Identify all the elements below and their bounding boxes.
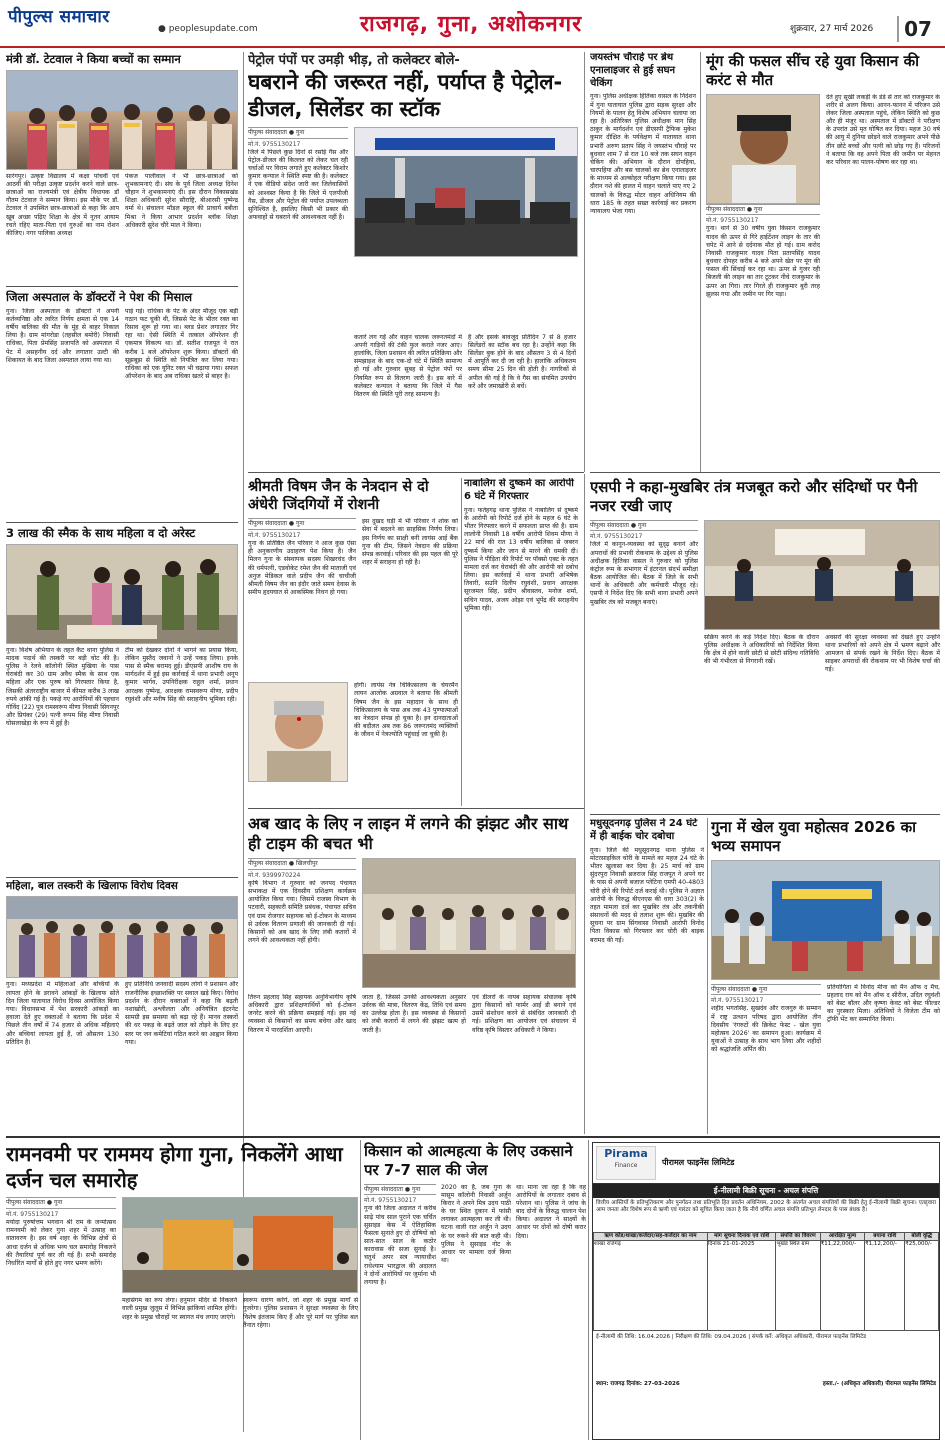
column-divider — [707, 818, 708, 1134]
article-divider — [6, 877, 238, 878]
article-divider — [248, 808, 584, 809]
article-breath-analyser — [590, 52, 696, 472]
column-divider — [588, 1140, 589, 1440]
headline: अब खाद के लिए न लाइन में लगने की झंझट और साथ ही टाइम की बचत भी — [248, 814, 569, 853]
auction-table — [593, 1232, 939, 1331]
pirama-auction-notice — [592, 1142, 940, 1440]
article-body: जाता है, जिससे उनकी आवश्यकता अनुसार उर्वरक की मात्रा, वितरण केंद्र, तिथि एवं समय का उल्लेख होता है। इस व्यवस्था से किसानों को लंबी कतारों में लगने की झंझट खत्म हो जाती है। — [362, 993, 466, 1034]
article-youth-festival — [711, 818, 940, 1134]
table-cell: ₹1,12,200/- — [865, 1241, 905, 1331]
table-header: ऋण कोड/शाखा/कर्जदार/सह-कर्जदार का नाम — [594, 1232, 708, 1240]
article-body: स्वरूप धारण करेंगे, जो शहर के प्रमुख मार्गों से गुजरेगा। पुलिस प्रशासन ने सुरक्षा व्यवस्था के लिए विशेष इंतजाम किए हैं और पूरे मार्ग पर पुलिस बल तैनात रहेगा। — [243, 1297, 358, 1329]
phone-number: मो.नं. 9755130217 — [364, 1197, 417, 1205]
article-body: गुना। जिले की मधुसूदनगढ़ थाना पुलिस ने मोटरसाइकिल चोरी के मामले का महज 24 घंटे के भीतर खुलासा कर दिया है। 25 मार्च को ग्राम सुंदरपुरा निवासी ब्रजराज सिंह राजपूत ने अपने घर के पास से अपनी बजाज प्लेटिना एमपी 40-4803 चोरी होने की रिपोर्ट दर्ज कराई थी। पुलिस ने अज्ञात आरोपी के विरुद्ध बीएनएस की धारा 303(2) के तहत मामला दर्ज कर मुखबिर तंत्र और तकनीकी संसाधनों की मदद से तलाश शुरू की। मुखबिर की सूचना पर ग्राम सिंगवासा निवासी आरोपी विनोद पिता विकास को गिरफ्तार कर चोरी की बाइक बरामद की गई। — [590, 846, 704, 944]
article-body: प्रतियोगिता में विनोद मीना को मैन ऑफ द मैच, प्रहलाद राय को मैन ऑफ द सीरीज, उदित रघुवंशी को बेस्ट बॉलर और कृष्णा केवट को बेस्ट फील्डर का पुरस्कार मिला। अतिथियों ने विजेता टीम को ट्रॉफी भेंट कर सम्मानित किया। — [827, 983, 940, 1024]
pirama-logo — [596, 1146, 656, 1180]
petrol-pump-illustration — [355, 128, 578, 257]
headline: मधुसूदनगढ़ पुलिस ने 24 घंटे में ही बाईक चोर दबोचा — [590, 818, 698, 842]
phone-number: मो.नं. 9755130217 — [6, 1211, 59, 1219]
kicker: पेट्रोल पंपों पर उमड़ी भीड़, तो कलेक्टर बोले- — [248, 53, 460, 68]
notice-place-date: स्थान: राजगढ़ दिनांक: 27-03-2026 — [596, 1381, 680, 1388]
sp-meeting-photo — [704, 520, 940, 630]
sports-festival-photo — [711, 860, 940, 980]
sp-meeting-illustration — [705, 521, 940, 630]
article-hospital-doctors — [6, 290, 238, 518]
page-number: 07 — [897, 16, 937, 42]
column-divider — [700, 52, 701, 472]
table-cell: भूखंड स्थित ग्राम — [776, 1241, 820, 1331]
headline: श्रीमती विषम जैन के नेत्रदान से दो अंधेरी जिंदगियों में रोशनी — [248, 479, 429, 514]
article-body: गुना। थाने से 30 वर्षीय युवा किसान राजकुमार यादव की ऊपर से गिरे हाईटेंशन लाइन के तार की चपेट में आने से दर्दनाक मौत हो गई। ग्राम करोद निवासी राजकुमार यादव पिता प्रतापसिंह यादव बुधवार दोपहर करीब 4 बजे अपने खेत पर मूंग की फसल की सिंचाई कर रहा था। ऊपर से गुजर रही बिजली की लाइन का तार टूटकर नीचे राजकुमार के ऊपर आ गिरा। तार गिरते ही राजकुमार बुरी तरह झुलस गया और जमीन पर गिर पड़ा। — [706, 225, 820, 298]
headline: 3 लाख की स्मैक के साथ महिला व दो अरेस्ट — [6, 526, 196, 540]
students-photo-illustration — [7, 71, 238, 170]
article-body: गुना के प्रतिष्ठित जैन परिवार ने आज कुछ ऐसा ही अनुकरणीय उदाहरण पेश किया है। जैन मिलन गुना के संस्थापक सदस्य शिखरचंद जैन की धर्मपत्नी, एडवोकेट रमेश जैन की माताजी एवं अनुज मेडिकल वाले प्रदीप जैन की चाचीजी श्रीमती विषम जैन का इंदौर जाते समय देवास के समीप हृदयघात से आकस्मिक निधन हो गया। — [248, 540, 356, 597]
article-smack-arrest — [6, 526, 238, 874]
woman-photo-illustration — [249, 683, 348, 782]
article-divider — [248, 472, 584, 473]
article-body: था। माना जा रहा है कि वह आरोपियों के लगातार दबाव से परेशान था। पुलिस ने जांच के बाद दोनों के विरुद्ध चालान पेश किया। अदालत ने साक्ष्यों के आधार पर दोनों को दोषी करार दिया। — [516, 1183, 586, 1240]
article-suicide-abetment-verdict — [364, 1142, 586, 1438]
notice-body: वित्तीय आस्तियों के प्रतिभूतिकरण और पुनर्गठन तथा प्रतिभूति हित प्रवर्तन अधिनियम, 2002 के अंतर्गत अचल संपत्तियों की बिक्री हेतु ई-नीलामी बिक्री सूचना। एतद्द्वारा आम जनता और विशेष रूप से ऋणी एवं गारंटर को सूचित किया जाता है कि नीचे वर्णित अचल संपत्ति प्रतिभूत लेनदार के पास बंधक है। — [596, 1199, 936, 1214]
farmer-portrait-photo — [706, 94, 820, 204]
section-divider — [6, 1136, 940, 1138]
petrol-pump-crowd-photo — [354, 127, 578, 257]
headline: एसपी ने कहा-मुखबिर तंत्र मजबूत करो और संदिग्धों पर पैनी नजर रखी जाए — [590, 478, 918, 515]
article-body: तिरुन प्रहलाद सिंह सहायक अनुविभागीय कृषि अधिकारी द्वारा प्रशिक्षणार्थियों को ई-टोकन जनरेट करने की प्रक्रिया समझाई गई। इस नई व्यवस्था से किसानों का समय बचेगा और खाद वितरण में पारदर्शिता आएगी। — [248, 993, 356, 1034]
table-header: बोली वृद्धि — [905, 1232, 939, 1240]
headline: जिला अस्पताल के डॉक्टरों ने पेश की मिसाल — [6, 290, 193, 304]
website-url: ● peoplesupdate.com — [158, 24, 258, 34]
phone-number: मो.नं. 9755130217 — [248, 140, 301, 148]
column-divider — [360, 1140, 361, 1440]
article-petrol-stock — [248, 52, 578, 472]
article-body: गुना। जिला अस्पताल के डॉक्टरों ने अपनी कर्तव्यनिष्ठा और त्वरित निर्णय क्षमता से एक 14 वर्षीय बालिका की मौत के मुंह से बाहर निकाल लिया है। ग्राम मांगरोडा (तहसील बमोरी) निवासी राधिका, पिता प्रेमसिंह प्रजापति को अस्पताल में पेट में असहनीय दर्द और लगातार उल्टी की शिकायत के बाद जिला अस्पताल लाया गया था। — [6, 307, 119, 364]
phone-number: मो.नं. 9755130217 — [711, 997, 764, 1005]
column-divider — [461, 478, 462, 806]
article-body: सारंगपुर। उत्कृष्ट विद्यालय में कक्षा पांचवीं एवं आठवीं की परीक्षा उत्कृष्ट प्रदर्शन करने वाले छात्र-छात्राओं का राज्यमंत्री एवं क्षेत्रीय विधायक डॉ गौतम टेटवाल ने सम्मान किया। इस मौके पर डॉ. टेटवाल ने उपस्थित छात्र-छात्राओं से कहा कि आप खूब अच्छा पढ़िए शिक्षा के क्षेत्र में नूतन आयाम रचते रहिए माता-पिता एवं गुरुओं का नाम रोशन कीजिए। नगर पालिका अध्यक्ष — [6, 172, 119, 238]
police-arrest-photo — [6, 544, 238, 644]
masthead — [0, 0, 945, 48]
byline: पीपुल्स संवाददाता ● गुना — [364, 1184, 436, 1196]
headline: जयस्तंभ चौराहे पर ब्रेथ एनालाइजर से हुई सघन चेकिंग — [590, 52, 676, 89]
article-body: पंकज पालीवाल ने भी छात्र-छात्राओं को शुभकामनाएं दी। संघ के पूर्व जिला अध्यक्ष दिनेश चौहान ने शुभकामनाएं दी। इस दौरान विकासखंड शिक्षा अधिकारी सुरेश सौराष्ट्रि, बीआरसी पुष्पेन्द्र वर्मा थे। संचालन मॉडल स्कूल की प्राचार्य बबीता मिश्रा ने किया आभार प्रदर्शन ब्लॉक शिक्षा अधिकारी सुरेश चौरे माल ने किया। — [125, 172, 238, 229]
table-cell: शाखा राजगढ़ — [594, 1241, 708, 1331]
article-minor-assault-arrest — [464, 478, 578, 806]
byline: पीपुल्स संवाददाता ● गुना — [706, 204, 820, 216]
table-header: मांग सूचना दिनांक एवं राशि — [707, 1232, 776, 1240]
article-body: अवसरों की सुरक्षा व्यवस्था को देखते हुए उन्होंने थाना प्रभारियों को अपने क्षेत्र में भ्रमण बढ़ाने और आमजन से संपर्क रखने के निर्देश दिए। बैठक में साइबर अपराधों की रोकथाम पर भी विशेष चर्चा की गई। — [825, 633, 940, 674]
article-body: देते हुए सूखी लकड़ी के डंडे से तार को राजकुमार के शरीर से अलग किया। आनन-फानन में परिजन उसे लेकर जिला अस्पताल पहुंचे, लेकिन स्थिति को कुछ और ही मंजूर था। अस्पताल में डॉक्टरों ने परीक्षण के उपरांत उसे मृत घोषित कर दिया। महज 30 वर्ष की आयु में दुनिया छोड़ने वाले राजकुमार अपने पीछे तीन छोटे बच्चों और पत्नी को छोड़ गए हैं। परिजनों ने बताया कि वह अपने पिता की जमीन पर मेहनत कर परिवार का पालन-पोषण कर रहा था। — [826, 93, 940, 166]
article-trafficking-protest — [6, 880, 238, 1136]
byline: पीपुल्स संवाददाता ● गुना — [711, 984, 821, 996]
woman-portrait-photo — [248, 682, 348, 782]
article-body: महासंगम का रूप लेगा। हनुमान मंदिर से निकलने वाली प्रमुख जुलूस में विभिन्न झांकियां शामिल होंगी। शहर के प्रमुख चौराहों पर स्वागत मंच लगाए जाएंगे। — [122, 1297, 237, 1321]
headline: किसान को आत्महत्या के लिए उकसाने पर 7-7 साल की जेल — [364, 1142, 573, 1179]
table-row — [594, 1241, 939, 1331]
farmer-photo-illustration — [707, 95, 820, 204]
headline: घबराने की जरूरत नहीं, पर्याप्त है पेट्रोल-डीजल, सिलेंडर का स्टॉक — [248, 70, 563, 122]
notice-title: ई-नीलामी बिक्री सूचना - अचल संपत्ति — [593, 1184, 939, 1198]
ramnavami-procession-photo — [122, 1197, 358, 1293]
article-body: टीम को देखकर दोनों ने भागने का प्रयास किया, लेकिन मुस्तैद जवानों ने उन्हें पकड़ लिया। इनके पास से स्मैक बरामद हुई। डीएसपी आशीष राय के मार्गदर्शन में हुई इस कार्रवाई में थाना प्रभारी अनूप कुमार भार्गव, उपनिरीक्षक राहुल शर्मा, प्रधान आरक्षक पुष्पेन्द्र, आरक्षक रामस्वरूप मीणा, प्रदीप रघुवंशी और मनीष सिंह की सराहनीय भूमिका रही। — [125, 646, 238, 703]
article-body: है और इसके बावजूद प्रतिदिन 7 से 8 हजार सिलेंडरों का स्टॉक बच रहा है। उन्होंने कहा कि सिलेंडर बुक होने के बाद औसतन 3 से 4 दिनों में आपूर्ति कर दी जा रही है। हालांकि अधिकतम समय सीमा 25 दिन की होती है। नागरिकों से अपील की गई है कि वे गैस का संयमित उपयोग करें और जमाखोरी से बचें। — [468, 333, 576, 390]
article-body: कतारें लग गईं और वाहन चालक जरूरतमंदों में अपनी गाड़ियों की टंकी फुल कराते नजर आए। हालांकि, जिला प्रशासन की त्वरित प्रतिक्रिया और समझाइश के बाद एक-दो घंटे में स्थिति सामान्य हो गई और गुरुवार सुबह से पेट्रोल पंपों पर नियमित रूप से वितरण जारी है। इस बारे में कलेक्टर कन्याल ने बताया कि जिले में गैस वितरण की स्थिति पूरी तरह सामान्य है। — [354, 333, 462, 399]
article-bike-thief — [590, 818, 704, 1134]
column-divider — [584, 52, 585, 472]
training-hall-illustration — [363, 859, 576, 988]
article-sp-informer-network — [590, 478, 940, 812]
article-body: मर्यादा पुरुषोत्तम भगवान श्री राम के जन्मोत्सव रामनवमी को लेकर गुना शहर में उत्साह का वातावरण है। इस वर्ष शहर के विभिन्न क्षेत्रों से आधा दर्जन से अधिक भव्य चल समारोह निकलने की तैयारियां पूर्ण कर ली गई हैं। सभी समारोह निर्धारित मार्गों से होते हुए नगर भ्रमण करेंगे। — [6, 1219, 116, 1267]
article-farmer-electrocution — [706, 52, 940, 472]
table-header-row — [594, 1232, 939, 1240]
article-body: गुना। पुलिस अधीक्षक हितिका वासल के निर्देशन में गुना यातायात पुलिस द्वारा सड़क सुरक्षा और नियमों के पालन हेतु विशेष अभियान चलाया जा रहा है। अतिरिक्त पुलिस अधीक्षक मान सिंह ठाकुर के मार्गदर्शन एवं डीएसपी ट्रैफिक मुकेश कुमार दीक्षित के पर्यवेक्षण में यातायात थाना प्रभारी अरुण प्रताप सिंह ने जयस्तंभ चौराहे पर बुधवार शाम 7 से रात 10 बजे तक सघन वाहन चेकिंग की। अभियान के दौरान दोपहिया, चारपहिया और बस चालकों का ब्रेथ एनालाइजर के माध्यम से अल्कोहल परीक्षण किया गया। इस दौरान नशे की हालत में वाहन चलाते पाए गए 2 चालकों के विरुद्ध मोटर वाहन अधिनियम की धारा 185 के तहत सख्त कार्रवाई कर प्रकरण न्यायालय भेजा गया। — [590, 93, 696, 216]
article-fertilizer-etoken — [248, 814, 578, 1134]
logo-text: पीपुल्स समाचार — [8, 7, 110, 27]
protest-photo-illustration — [7, 897, 238, 978]
company-name: पीरामल फाइनेंस लिमिटेड — [662, 1157, 735, 1167]
sports-festival-illustration — [712, 861, 940, 980]
headline: महिला, बाल तस्करी के खिलाफ विरोध दिवस — [6, 880, 178, 892]
phone-number: मो.नं. 9399970224 — [248, 871, 301, 879]
article-body: एवं डीलरों के नायब सहायक संचालक कृषि द्वारा किसानों को फार्मर आई डी बनाने एवं उसमें संशोधन करने से संबंधित जानकारी दी गई। प्रशिक्षण का आयोजन एवं संचालन में वरिष्ठ कृषि विस्तार अधिकारी ने किया। — [472, 993, 576, 1034]
article-body: सक्रिय करने के कड़े निर्देश दिए। बैठक के दौरान पुलिस अधीक्षक ने अधिकारियों को निर्देशित किया कि क्षेत्र में होने वाली छोटी से छोटी संदिग्ध गतिविधि की भी गंभीरता से निगरानी रखें। — [704, 633, 819, 666]
byline: पीपुल्स संवाददाता ● गुना — [6, 1197, 116, 1209]
issue-date: शुक्रवार, 27 मार्च 2026 — [790, 24, 874, 34]
article-body: शहीद भगतसिंह, सुखदेव और राजगुरु के सम्मान में राष्ट्र उत्थान परिषद द्वारा आयोजित तीन दिवसीय 'रंगरुटों की क्रिकेट फेस्ट - खेल युवा महोत्सव 2026' का समापन हुआ। कार्यक्रम में युवाओं ने उत्साह के साथ भाग लिया और शहीदों को श्रद्धांजलि अर्पित की। — [711, 1005, 821, 1054]
procession-illustration — [123, 1198, 358, 1293]
table-header: आरक्षित मूल्य — [820, 1232, 864, 1240]
phone-number: मो.नं. 9755130217 — [706, 217, 759, 225]
phone-number: मो.नं. 9755130217 — [248, 532, 301, 540]
brand-sub: Finance — [614, 1161, 638, 1169]
table-header: संपत्ति का विवरण — [776, 1232, 820, 1240]
byline: पीपुल्स संवाददाता ● गुना — [590, 520, 698, 532]
byline: पीपुल्स संवाददाता ● खिलचीपुर — [248, 858, 356, 870]
byline: पीपुल्स संवाददाता ● गुना — [248, 127, 348, 139]
article-body: गुना की जिला अदालत ने करीब साढ़े पांच साल पुराने एक चर्चित सुसाइड केस में ऐतिहासिक फैसला सुनाते हुए दो दोषियों को सात-सात साल के कठोर कारावास की सजा सुनाई है। चतुर्थ अपर सत्र न्यायाधीश राधेश्याम भारद्वाज की अदालत ने दोनों आरोपियों पर जुर्माना भी लगाया है। — [364, 1205, 436, 1286]
article-body: कृषि विभाग ने गुरुवार को जनपद पंचायत सभाकक्ष में एक दिवसीय प्रशिक्षण कार्यक्रम आयोजित किया गया। जिसमें राजस्व विभाग के पटवारी, सहकारी समिति प्रबंधक, पंचायत सचिव एवं ग्राम रोजगार सहायक को ई-टोकन के माध्यम से उर्वरक वितरण प्रणाली की जानकारी दी गई। किसानों को अब खाद के लिए लंबी कतारों में लगने की आवश्यकता नहीं होगी। — [248, 879, 356, 945]
police-photo-illustration — [7, 545, 238, 644]
training-hall-photo — [362, 858, 576, 988]
phone-number: मो.नं. 9755130217 — [590, 533, 643, 541]
table-cell: दिनांक 21-01-2025 — [707, 1241, 776, 1331]
article-ramnavami — [6, 1142, 358, 1438]
notice-signatory: हस्ता./- (अधिकृत अधिकारी) पीरामल फाइनेंस लिमिटेड — [822, 1381, 936, 1388]
newspaper-logo — [8, 6, 158, 40]
article-body: इस दुखद घड़ी में भी परिवार ने शोक को सेवा में बदलने का साहसिक निर्णय लिया। इस निर्णय का साक्षी बनी लायंस आई बैंक गुना की टीम, जिसने नेत्रदान की प्रक्रिया संपन्न करवाई। परिवार की इस पहल की पूरे शहर में सराहना हो रही है। — [362, 518, 458, 567]
table-cell: ₹25,000/- — [905, 1241, 939, 1331]
students-felicitation-photo — [6, 70, 238, 170]
article-body: गुना। मध्यप्रदेश में महिलाओं और बच्चियों के लापता होने के डरावने आंकड़ों के खिलाफ सोते दिन जिला यातायात विरोध दिवस आयोजित किया गया। विधानसभा में पेश सरकारी आंकड़ों का हवाला देते हुए वक्ताओं ने बताया कि प्रदेश में पिछले तीन वर्षों में 74 हजार से अधिक महिलाएं और बच्चियां लापता हुई हैं, जो औसतन 130 प्रतिदिन है। — [6, 981, 119, 1046]
article-body: हुए प्रतिनिधि जनवादी सदस्य लोगों ने प्रशासन और राजनीतिक इच्छाशक्ति पर सवाल खड़े किए। विरोध प्रदर्शन के दौरान वक्ताओं ने कहा कि बढ़ती नशाखोरी, अश्लीलता और अनियंत्रित इंटरनेट सामग्री इस समस्या को बढ़ा रहे हैं। मानव तस्करों की धर पकड़ के बढ़ते जाल को तोड़ने के लिए हर स्तर पर जन कमेटियां गठित करने का आह्वान किया गया। — [125, 981, 238, 1046]
article-body: 2020 का है, जब गुना के मासूम कॉलोनी निवासी अर्जुन किरार ने अपने मित्र उदय पाठी के घर स्थित दुकान में फांसी लगाकर आत्महत्या कर ली थी। घटना वाली रात अर्जुन ने उदय के घर रुकने की बात कही थी। पुलिस ने सुसाइड नोट के आधार पर मामला दर्ज किया था। — [441, 1183, 511, 1265]
article-minister-honours-students — [6, 52, 238, 282]
article-divider — [6, 286, 238, 287]
article-divider — [590, 814, 940, 815]
article-divider — [6, 522, 238, 523]
article-eye-donation — [248, 478, 458, 806]
brand-name: Pirama — [604, 1147, 648, 1160]
byline: पीपुल्स संवाददाता ● गुना — [248, 518, 356, 530]
protest-meeting-photo — [6, 896, 238, 978]
article-body: पाई गई। राधिका के पेट के अंदर मौजूद एक बड़ी गठान फट चुकी थी, जिससे पेट के भीतर रक्त का रिसाव शुरू हो गया था। ब्लड प्रेशर लगातार गिर रहा था। ऐसी स्थिति में तत्काल ऑपरेशन ही एकमात्र विकल्प था। डॉ. सतीश राजपूत ने रात करीब 1 बजे ऑपरेशन शुरू किया। डॉक्टरों की सूझबूझ से स्थिति को नियंत्रित कर लिया गया। राधिका को एक यूनिट रक्त भी चढ़ाया गया। सफल ऑपरेशन के बाद अब राधिका खतरे से बाहर है। — [125, 307, 238, 381]
headline: नाबालिग से दुष्कर्म का आरोपी 6 घंटे में गिरफ्तार — [464, 478, 574, 502]
headline: मंत्री डॉ. टेटवाल ने किया बच्चों का सम्मान — [6, 52, 181, 66]
region-title: राजगढ़, गुना, अशोकनगर — [360, 12, 583, 37]
article-body: जिले में कानून-व्यवस्था को सुदृढ़ बनाने और अपराधों की प्रभावी रोकथाम के उद्देश्य से पुलिस अधीक्षक हितिका वासल ने गुरुवार को पुलिस कंट्रोल रूम के सभागार में इंटरनल संदर्भ समीक्षा बैठक आयोजित की। बैठक में जिले के सभी थानों के अधिकारी और कर्मचारी मौजूद रहे। एसपी ने निर्देश दिए कि सभी थाना प्रभारी अपने मुखबिर तंत्र को मजबूत बनाएं। — [590, 541, 698, 606]
headline: रामनवमी पर राममय होगा गुना, निकलेंगे आधा दर्जन चल समारोह — [6, 1142, 343, 1192]
column-divider — [584, 474, 585, 1134]
table-cell: ₹11,22,000/- — [820, 1241, 864, 1331]
article-body: गुना। विशेष अभियान के तहत कैंट थाना पुलिस ने मादक पदार्थ की तस्करी पर बड़ी चोट की है। पुलिस ने रेलवे कॉलोनी स्थित मुखिया के पास घेराबंदी कर 30 ग्राम अवैध स्मैक के साथ एक महिला और एक पुरुष को गिरफ्तार किया है, जिसकी अंतरराष्ट्रीय बाजार में कीमत करीब 3 लाख रुपये आंकी गई है। पकड़े गए आरोपियों की पहचान गोविंद (22) पुत्र रामस्वरूप मीणा निवासी सिंगनपुर और प्रियंका (29) पत्नी रूपम सिंह मीणा निवासी घोसलाखेड़ा के रूप में हुई है। — [6, 646, 119, 728]
notice-footer: ई-नीलामी की तिथि: 16.04.2026 | निरीक्षण की तिथि: 09.04.2026 | संपर्क करें: अधिकृत अधिकारी, पीरामल फाइनेंस लिमिटेड — [596, 1334, 867, 1341]
table-header: बयाना राशि — [865, 1232, 905, 1240]
article-body: होगी। लायंस नेत्र चिकित्सालय के चेयरमैन लायन आलोक अग्रवाल ने बताया कि श्रीमती विषम जैन के इस महादान के साथ ही चिकित्सालय के पास अब तक 43 पुण्यात्माओं का नेत्रदान संपन्न हो चुका है। इन दानदाताओं की बदौलत अब तक 86 जरूरतमंद व्यक्तियों के जीवन में नेत्रज्योति पहुंचाई जा चुकी है। — [354, 682, 458, 739]
article-body: गुना। फतेहगढ़ थाना पुलिस ने नाबालिग से दुष्कर्म के आरोपी को रिपोर्ट दर्ज होने के महज 6 घंटे के भीतर गिरफ्तार करने में सफलता प्राप्त की है। ग्राम लालोनी निवासी 18 वर्षीय आरोपी शिवम मीणा ने 22 मार्च की रात 13 वर्षीय बालिका से जबरन दुष्कर्म किया और जान से मारने की धमकी दी। पुलिस ने पीड़िता की रिपोर्ट पर पॉक्सो एक्ट के तहत मामला दर्ज कर घेराबंदी की और आरोपी को दबोच लिया। इस कार्रवाई में थाना प्रभारी अभिषेक तिवारी, सउनि दिलीप रघुवंशी, प्रधान आरक्षक सूरजमल सिंह, प्रदीप श्रीवास्तव, मनोज शर्मा, सचिन यादव, अजय ओझा एवं भूपेंद्र की सराहनीय भूमिका रही। — [464, 506, 578, 612]
headline: मूंग की फसल सींच रहे युवा किसान की करंट से मौत — [706, 52, 919, 89]
headline: गुना में खेल युवा महोत्सव 2026 का भव्य समापन — [711, 818, 917, 855]
article-divider — [590, 472, 940, 473]
article-body: जिले में पिछले कुछ दिनों से रसोई गैस और पेट्रोल-डीजल की किल्लत को लेकर चल रही चर्चाओं पर विराम लगाते हुए कलेक्टर किशोर कुमार कन्याल ने स्थिति स्पष्ट की है। कलेक्टर ने एक वीडियो संदेश जारी कर जिलेवासियों को आश्वस्त किया है कि जिले में एलपीजी गैस, डीजल और पेट्रोल की पर्याप्त उपलब्धता सुनिश्चित है, इसलिए किसी भी प्रकार की अफवाहों से घबराने की आवश्यकता नहीं है। — [248, 148, 348, 222]
